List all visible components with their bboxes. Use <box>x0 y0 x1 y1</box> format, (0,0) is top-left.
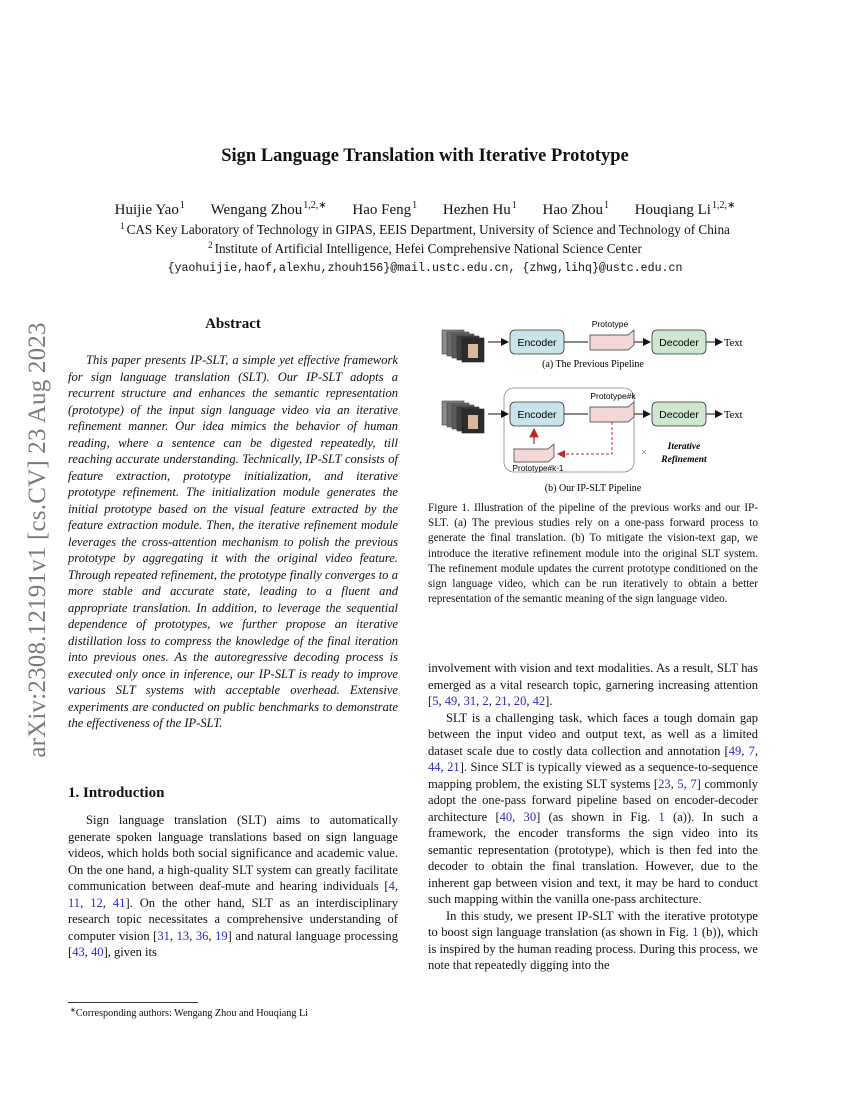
citation-link[interactable]: 31 <box>157 928 170 943</box>
citation-link[interactable]: 5 <box>677 776 684 791</box>
arxiv-sidebar <box>8 290 68 790</box>
citation-link[interactable]: 7 <box>748 743 755 758</box>
abstract-text: This paper presents IP-SLT, a simple yet effective framework for sign language translation (SLT). Our IP-SLT adopts a recurrent structure and enhances the semantic representation (prototype) of the input sign language video via an iterative refinement manner. Our idea mimics the behavior of human reading, where a sentence can be digested repeatedly, till reaching accurate understanding. Technically, IP-SLT consists of feature extraction, prototype initialization, and iterative prototype refinement. The initialization module generates the initial prototype based on the visual feature extracted by the feature extraction module. Then, the iterative refinement module leverages the cross-attention mechanism to polish the previous prototype by aggregating it with the original video feature. Through repeated refinement, the prototype finally converges to a more stable and accurate state, leading to a fluent and appropriate translation. In addition, to leverage the sequential dependence of prototypes, we further propose an iterative distillation loss to compress the knowledge of the final iteration into previous ones. As the autoregressive decoding process is executed only once in inference, our IP-SLT is ready to improve various SLT systems with acceptable overhead. Extensive experiments are conducted on public benchmarks to demonstrate the effectiveness of the IP-SLT. <box>68 353 398 730</box>
video-frames-b <box>442 401 484 433</box>
citation-link[interactable]: 13 <box>176 928 190 943</box>
intro-paragraph: Sign language translation (SLT) aims to automatically generate spoken language translations based on sign language videos, which holds both social significance and academic value. On the one hand, a high-quality SLT system can greatly facilitate communication between deaf-mute and hearing individuals [4, 11, 12, 41]. On the other hand, SLT as an interdisciplinary research topic necessitates a comprehensive understanding of computer vision [31, 13, 36, 19] and natural language processing [43, 40], given its <box>68 813 399 959</box>
figure-link[interactable]: 1 <box>658 809 665 824</box>
prototype-k1-label: Prototype#k-1 <box>512 464 564 473</box>
refinement-label: Refinement <box>661 455 707 465</box>
author: Hezhen Hu$^1$ <box>442 200 517 218</box>
author: Houqiang $Li^{1,2,∗}$ <box>634 200 736 218</box>
iterative-label: Iterative <box>667 442 701 452</box>
author: Huijie Yao$^1$ <box>114 200 185 218</box>
prototype-block-a <box>590 330 634 350</box>
abstract-body <box>68 352 398 732</box>
citation-link[interactable]: 7 <box>690 776 697 791</box>
citation-link[interactable]: 11 <box>68 895 81 910</box>
output-text-label: Text <box>724 410 743 421</box>
citation-link[interactable]: 12 <box>90 895 103 910</box>
author: Hao Feng$^1$ <box>352 200 418 218</box>
citation-link[interactable]: 23 <box>658 776 671 791</box>
prototype-k1-block <box>514 444 554 462</box>
decoder-label: Decoder <box>659 337 699 349</box>
citation-link[interactable]: 19 <box>215 928 228 943</box>
paragraph: In this study, we present IP-SLT with the iterative prototype to boost sign language translation (as shown in Fig. 1 (b)), which is inspired by the human reading process. During this process, we note that repeatedly digging into the <box>428 908 758 972</box>
pipeline-diagram <box>428 316 758 496</box>
paragraph: SLT is a challenging task, which faces a tough domain gap between the input video and output text, as well as a limited dataset scale due to costly data collection and annotation [49, 7, 44, 21]. Since SLT is typically viewed as a sequence-to-sequence mapping problem, the existing SLT systems [23, 5, 7] commonly adopt the one-pass forward pipeline based on encoder-decoder architecture [40, 30] (as shown in Fig. 1 (a)). In such a framework, the encoder transforms the sign video into its semantic representation (prototype), which is then fed into the decoder to obtain the final translation. However, due to the inherent gap between vision and text, it may be hard to conduct such mapping within the vanilla one-pass architecture. <box>428 710 759 906</box>
citation-link[interactable]: 30 <box>523 809 537 824</box>
affiliation-2: $^2$ Institute of Artificial Intelligence, Hefei Comprehensive National Science Center <box>208 240 642 256</box>
citation-link[interactable]: 21 <box>447 760 460 774</box>
prototype-k-block <box>590 402 634 422</box>
citation-link[interactable]: 36 <box>195 928 209 943</box>
citation-link[interactable]: 20 <box>513 694 527 708</box>
paragraph: involvement with vision and text modalities. As a result, SLT has emerged as a vital research topic, garnering increasing attention [5, 49, 31, 2, 21, 20, 42]. <box>428 661 758 708</box>
citation-link[interactable]: 41 <box>112 895 126 910</box>
figure-link[interactable]: 1 <box>692 925 699 939</box>
citation-link[interactable]: 40 <box>91 945 104 959</box>
video-frames-a <box>442 330 484 362</box>
author-list <box>0 200 850 219</box>
figure-1 <box>428 316 758 496</box>
encoder-label: Encoder <box>517 409 557 421</box>
citation-link[interactable]: 21 <box>494 694 508 708</box>
arxiv-identifier: arXiv:2308.12191v1 [cs.CV] 23 Aug 2023 <box>24 322 51 758</box>
affiliation-1: $^1$ CAS Key Laboratory of Technology in GIPAS, EEIS Department, University of Science and Technology of China <box>120 221 730 237</box>
author: Wengang Zhou$^{1,2,∗}$ <box>210 200 327 218</box>
citation-link[interactable]: 31 <box>463 694 477 708</box>
prototype-k-label: Prototype#k <box>590 391 636 401</box>
citation-link[interactable]: 5 <box>432 694 439 708</box>
author-emails: {yaohuijie,haof,alexhu,zhouh156}@mail.ustc.edu.cn, {zhwg,lihq}@ustc.edu.cn <box>167 262 683 275</box>
citation-link[interactable]: 40 <box>499 809 513 824</box>
footnote-rule <box>68 1002 198 1003</box>
introduction-body <box>68 812 398 961</box>
footnote: ∗Corresponding authors: Wengang Zhou and Houqiang Li <box>70 1006 309 1019</box>
figure-caption: Figure 1. Illustration of the pipeline of the previous works and our IP-SLT. (a) The previous studies rely on a one-pass forward process to generate the final translation. (b) To mitigate the vision-text gap, we introduce the iterative refinement module into the original SLT system. The refinement module updates the current prototype conditioned on the sign language video, which can be run iteratively to obtain a better representation of the semantic meaning of the sign language video. <box>428 502 758 606</box>
section-heading-introduction: 1. Introduction <box>68 785 165 801</box>
decoder-label: Decoder <box>659 409 699 421</box>
citation-link[interactable]: 4 <box>388 879 395 893</box>
citation-link[interactable]: 42 <box>532 694 546 708</box>
citation-link[interactable]: 2 <box>482 694 489 708</box>
times-icon: × <box>640 445 648 459</box>
citation-link[interactable]: 43 <box>72 945 85 959</box>
author: Hao Zhou$^1$ <box>542 200 609 218</box>
citation-link[interactable]: 44 <box>428 760 441 774</box>
citation-link[interactable]: 49 <box>728 743 742 758</box>
paper-title: Sign Language Translation with Iterative Prototype <box>221 146 629 166</box>
right-column-body <box>428 660 758 974</box>
prototype-label: Prototype <box>591 319 629 329</box>
output-text-label: Text <box>724 338 743 349</box>
subcaption-a: (a) The Previous Pipeline <box>542 359 644 370</box>
encoder-label: Encoder <box>517 337 557 349</box>
abstract-heading: Abstract <box>205 316 261 332</box>
citation-link[interactable]: 49 <box>444 694 458 708</box>
subcaption-b: (b) Our IP-SLT Pipeline <box>544 483 642 494</box>
